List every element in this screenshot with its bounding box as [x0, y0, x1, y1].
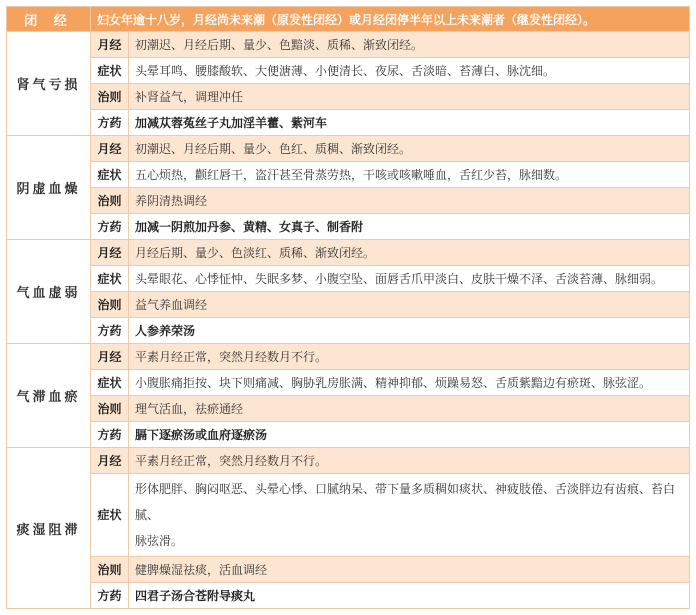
row-label: 症状: [91, 58, 129, 84]
header-title: 闭 经: [7, 7, 91, 32]
syndrome-name: 阴虚血燥: [7, 136, 91, 240]
table-row: [7, 344, 690, 370]
row-content: 头晕眼花、心悸怔忡、失眠多梦、小腹空坠、面唇舌爪甲淡白、皮肤干燥不泽、舌淡苔薄、脉细弱。: [129, 266, 690, 292]
syndrome-name: 肾气亏损: [7, 32, 91, 136]
row-label: 月经: [91, 240, 129, 266]
row-content: 平素月经正常，突然月经数月不行。: [129, 344, 690, 370]
table-row: [7, 162, 690, 188]
row-content: 膈下逐瘀汤或血府逐瘀汤: [129, 422, 690, 448]
row-label: 方药: [91, 422, 129, 448]
row-label: 症状: [91, 474, 129, 557]
row-label: 月经: [91, 136, 129, 162]
row-content: 头晕耳鸣、腰膝酸软、大便溏薄、小便清长、夜尿、舌淡暗、苔薄白、脉沈细。: [129, 58, 690, 84]
row-label: 治则: [91, 84, 129, 110]
row-label: 症状: [91, 370, 129, 396]
table-row: [7, 370, 690, 396]
row-content: 五心烦热，颧红唇干，盗汗甚至骨蒸劳热，干咳或咳嗽唾血，舌红少苔，脉细数。: [129, 162, 690, 188]
table-row: [7, 32, 690, 58]
row-label: 方药: [91, 214, 129, 240]
row-content: 小腹胀痛拒按、块下则痛减、胸胁乳房胀满、精神抑郁、烦躁易怒、舌质紫黯边有瘀斑、脉弦涩。: [129, 370, 690, 396]
syndrome-name: 痰湿阻滞: [7, 448, 91, 609]
table-row: [7, 583, 690, 609]
row-label: 月经: [91, 344, 129, 370]
row-content: 加减一阴煎加丹参、黄精、女真子、制香附: [129, 214, 690, 240]
row-content: 初潮迟、月经后期、量少、色黯淡、质稀、渐致闭经。: [129, 32, 690, 58]
table-row: [7, 448, 690, 474]
row-content: 加减苁蓉菟丝子丸加淫羊藿、紫河车: [129, 110, 690, 136]
table-row: [7, 110, 690, 136]
table-row: [7, 474, 690, 557]
row-label: 治则: [91, 188, 129, 214]
table-row: [7, 557, 690, 583]
table-row: [7, 58, 690, 84]
row-label: 症状: [91, 162, 129, 188]
content-line: 腻、: [135, 508, 160, 522]
row-content: 养阴清热调经: [129, 188, 690, 214]
row-content: 补肾益气，调理冲任: [129, 84, 690, 110]
table-row: [7, 214, 690, 240]
row-content: 健脾燥湿祛痰，活血调经: [129, 557, 690, 583]
header-description: 妇女年逾十八岁，月经尚未来潮（原发性闭经）或月经闭停半年以上未来潮者（继发性闭经）。: [91, 7, 690, 32]
row-label: 治则: [91, 557, 129, 583]
table-row: [7, 84, 690, 110]
row-content: 人参养荣汤: [129, 318, 690, 344]
row-label: 治则: [91, 292, 129, 318]
row-content: 四君子汤合苍附导痰丸: [129, 583, 690, 609]
row-content: 理气活血，祛瘀通经: [129, 396, 690, 422]
row-content: 初潮迟、月经后期、量少、色红、质稠、渐致闭经。: [129, 136, 690, 162]
row-content: 益气养血调经: [129, 292, 690, 318]
table-row: [7, 136, 690, 162]
content-line: 脉弦滑。: [135, 534, 184, 548]
row-label: 症状: [91, 266, 129, 292]
syndrome-name: 气滞血瘀: [7, 344, 91, 448]
table-row: [7, 188, 690, 214]
amenorrhea-table: [6, 6, 690, 609]
row-content: 平素月经正常，突然月经数月不行。: [129, 448, 690, 474]
table-row: [7, 396, 690, 422]
row-label: 方药: [91, 583, 129, 609]
row-label: 方药: [91, 110, 129, 136]
row-content: [129, 474, 690, 557]
table-row: [7, 266, 690, 292]
row-label: 治则: [91, 396, 129, 422]
content-line: 形体肥胖、胸闷呕恶、头晕心悸、口腻纳呆、带下量多质稠如痰状、神疲肢倦、舌淡胖边有齿痕、苔白: [135, 482, 676, 496]
table-row: [7, 292, 690, 318]
row-content: 月经后期、量少、色淡红、质稀、渐致闭经。: [129, 240, 690, 266]
table-header-row: [7, 7, 690, 32]
table-row: [7, 422, 690, 448]
table-row: [7, 318, 690, 344]
syndrome-name: 气血虚弱: [7, 240, 91, 344]
row-label: 月经: [91, 448, 129, 474]
row-label: 方药: [91, 318, 129, 344]
row-label: 月经: [91, 32, 129, 58]
table-row: [7, 240, 690, 266]
